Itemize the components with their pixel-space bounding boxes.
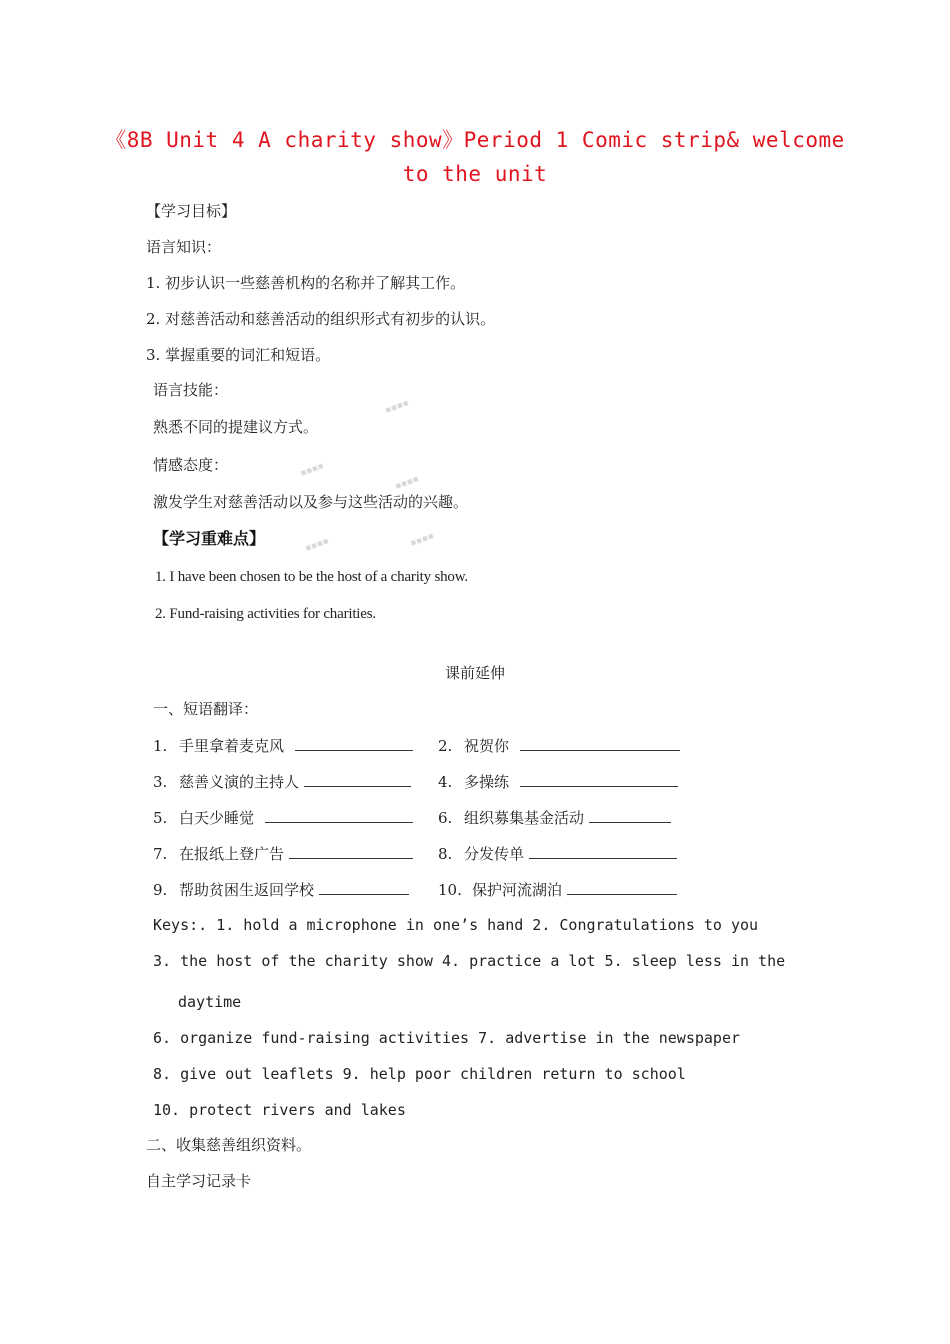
keys-line-2: 3. the host of the charity show 4. practice a lot 5. sleep less in the <box>153 952 786 970</box>
section2-heading: 二、收集慈善组织资料。 <box>146 1136 312 1154</box>
answer-blank[interactable] <box>304 771 411 787</box>
language-knowledge-label: 语言知识： <box>146 238 222 256</box>
keys-line-3: daytime <box>178 993 242 1011</box>
phrase-item-1: 1. 手里拿着麦克风 <box>153 735 413 756</box>
document-title-line2: to the unit <box>402 162 548 186</box>
answer-blank[interactable] <box>520 735 680 751</box>
phrase-item-4: 4. 多操练 <box>438 771 678 792</box>
watermark: ▪▪▪▪ <box>299 461 326 479</box>
goals-heading: 【学习目标】 <box>146 202 237 220</box>
attitude-label: 情感态度： <box>153 456 229 474</box>
answer-blank[interactable] <box>529 843 677 859</box>
attitude-text: 激发学生对慈善活动以及参与这些活动的兴趣。 <box>153 493 469 511</box>
section1-heading: 一、短语翻译： <box>153 700 259 718</box>
watermark: ▪▪▪▪ <box>304 536 331 554</box>
record-card-heading: 自主学习记录卡 <box>146 1172 252 1190</box>
keys-line-1: Keys:. 1. hold a microphone in one’s hand 2. Congratulations to you <box>153 916 759 934</box>
phrase-item-10: 10. 保护河流湖泊 <box>438 879 677 900</box>
answer-blank[interactable] <box>265 807 413 823</box>
watermark: ▪▪▪▪ <box>384 398 411 416</box>
watermark: ▪▪▪▪ <box>394 474 421 492</box>
phrase-item-9: 9. 帮助贫困生返回学校 <box>153 879 409 900</box>
phrase-item-7: 7. 在报纸上登广告 <box>153 843 413 864</box>
answer-blank[interactable] <box>589 807 671 823</box>
keys-line-4: 6. organize fund-raising activities 7. advertise in the newspaper <box>153 1029 740 1047</box>
answer-blank[interactable] <box>319 879 409 895</box>
key-point-2: 2. Fund-raising activities for charities. <box>155 606 376 622</box>
answer-blank[interactable] <box>567 879 677 895</box>
skills-label: 语言技能： <box>153 381 229 399</box>
answer-blank[interactable] <box>520 771 678 787</box>
phrase-item-8: 8. 分发传单 <box>438 843 677 864</box>
document-title-line1: 《8B Unit 4 A charity show》Period 1 Comic strip& welcome <box>105 128 845 152</box>
phrase-item-2: 2. 祝贺你 <box>438 735 680 756</box>
answer-blank[interactable] <box>295 735 413 751</box>
goal-item-2: 2. 对慈善活动和慈善活动的组织形式有初步的认识。 <box>146 310 496 328</box>
preview-heading: 课前延伸 <box>444 664 505 682</box>
keys-line-6: 10. protect rivers and lakes <box>153 1101 406 1119</box>
key-point-1: 1. I have been chosen to be the host of a charity show. <box>155 569 468 585</box>
phrase-item-3: 3. 慈善义演的主持人 <box>153 771 411 792</box>
answer-blank[interactable] <box>289 843 413 859</box>
keys-line-5: 8. give out leaflets 9. help poor children return to school <box>153 1065 686 1083</box>
phrase-item-6: 6. 组织募集基金活动 <box>438 807 671 828</box>
watermark: ▪▪▪▪ <box>409 531 436 549</box>
skills-text: 熟悉不同的提建议方式。 <box>153 418 319 436</box>
phrase-item-5: 5. 白天少睡觉 <box>153 807 413 828</box>
goal-item-1: 1. 初步认识一些慈善机构的名称并了解其工作。 <box>146 274 466 292</box>
goal-item-3: 3. 掌握重要的词汇和短语。 <box>146 346 331 364</box>
key-points-heading: 【学习重难点】 <box>153 529 266 548</box>
